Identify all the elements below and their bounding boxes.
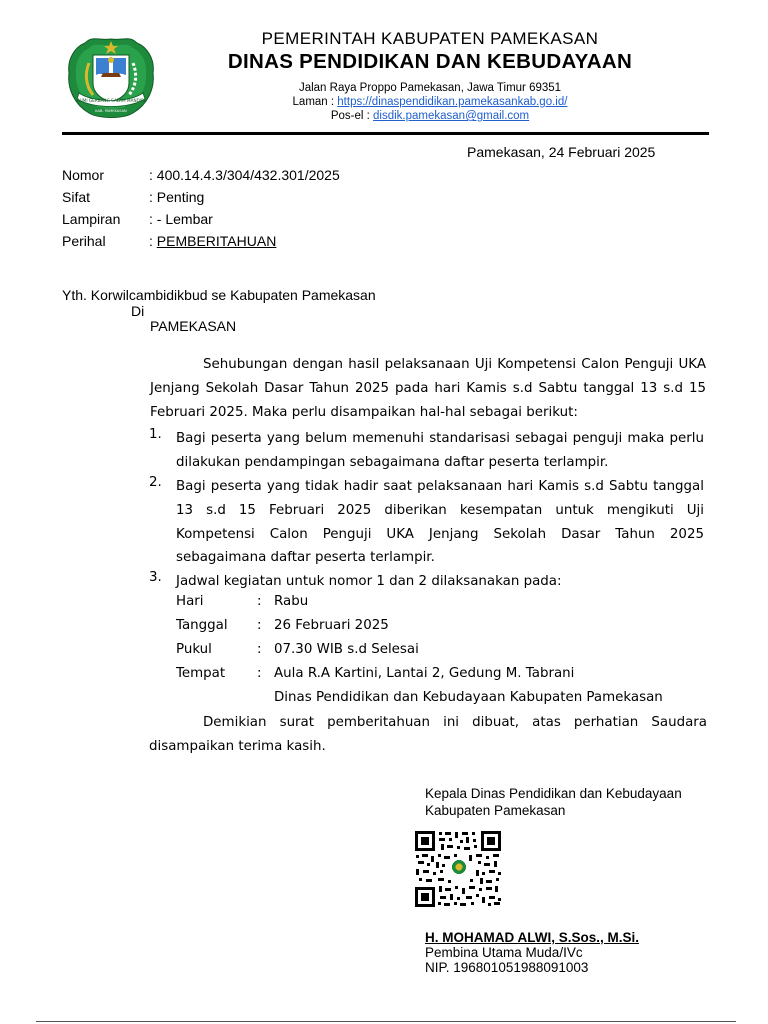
letterhead-address: Jalan Raya Proppo Pamekasan, Jawa Timur 69351: [298, 82, 562, 94]
svg-text:KAB. PAMEKASAN: KAB. PAMEKASAN: [95, 109, 127, 113]
website-link[interactable]: https://dinaspendidikan.pamekasankab.go.id/: [337, 96, 568, 108]
schedule-colon: :: [257, 594, 262, 609]
schedule-label-tempat: Tempat: [176, 666, 226, 681]
list-item: Bagi peserta yang tidak hadir saat pelaksanaan hari Kamis s.d Sabtu tanggal 13 s.d 15 Februari 2025 diberikan kesempatan untuk mengikuti Uji Kompetensi Calon Penguji UKA Jenjang Sekolah Dasar Tahun 2025 sebagaimana daftar peserta terlampir.: [176, 479, 704, 566]
recipient-city: PAMEKASAN: [150, 318, 237, 334]
meta-value-nomor: : 400.14.4.3/304/432.301/2025: [149, 167, 340, 183]
website-label: Laman :: [292, 96, 338, 108]
meta-label-perihal: Perihal: [62, 233, 106, 249]
signature-title-region: Kabupaten Pamekasan: [425, 803, 566, 818]
schedule-value-tanggal: 26 Februari 2025: [274, 618, 389, 633]
list-item: Jadwal kegiatan untuk nomor 1 dan 2 dilaksanakan pada:: [176, 574, 562, 589]
meta-label-sifat: Sifat: [62, 189, 91, 205]
closing-paragraph: Demikian surat pemberitahuan ini dibuat, atas perhatian Saudara disampaikan terima kasih.: [149, 715, 707, 754]
letterhead-agency: DINAS PENDIDIKAN DAN KEBUDAYAAN: [227, 50, 633, 73]
schedule-value-tempat-line2: Dinas Pendidikan dan Kebudayaan Kabupaten Pamekasan: [274, 690, 663, 705]
letterhead-email: [0, 110, 768, 122]
footer-divider: [36, 1021, 736, 1022]
schedule-colon: :: [257, 618, 262, 633]
schedule-value-pukul: 07.30 WIB s.d Selesai: [274, 642, 419, 657]
letterhead-government: PEMERINTAH KABUPATEN PAMEKASAN: [261, 29, 599, 48]
list-number: 1.: [149, 427, 162, 442]
letter-date: Pamekasan, 24 Februari 2025: [467, 144, 656, 160]
meta-label-nomor: Nomor: [62, 167, 105, 183]
recipient-line: Yth. Korwilcambidikbud se Kabupaten Pamekasan: [62, 287, 376, 303]
schedule-value-tempat: Aula R.A Kartini, Lantai 2, Gedung M. Tabrani: [274, 666, 575, 681]
list-number: 2.: [149, 475, 162, 490]
signatory-name: H. MOHAMAD ALWI, S.Sos., M.Si.: [425, 930, 640, 945]
perihal-prefix: :: [149, 233, 157, 249]
email-label: Pos-el :: [330, 110, 374, 122]
schedule-label-hari: Hari: [176, 594, 204, 609]
schedule-label-pukul: Pukul: [176, 642, 212, 657]
email-link[interactable]: disdik.pamekasan@gmail.com: [373, 110, 530, 122]
recipient-di: Di: [131, 303, 145, 319]
letterhead-website: [0, 96, 768, 108]
logo-motto: BUMI GERBANG SALAM MANDIRI: [76, 98, 146, 103]
letterhead-divider: [62, 132, 709, 135]
schedule-value-hari: Rabu: [274, 594, 309, 609]
meta-label-lampiran: Lampiran: [62, 211, 121, 227]
schedule-colon: :: [257, 666, 262, 681]
signature-qr-code: [414, 830, 502, 908]
list-item: Bagi peserta yang belum memenuhi standarisasi sebagai penguji maka perlu dilakukan pendampingan sebagaimana daftar peserta terlampir.: [176, 431, 704, 470]
schedule-label-tanggal: Tanggal: [176, 618, 228, 633]
signatory-rank: Pembina Utama Muda/IVc: [425, 945, 583, 960]
meta-value-perihal: [149, 233, 276, 249]
perihal-subject: PEMBERITAHUAN: [156, 233, 277, 249]
meta-value-lampiran: : - Lembar: [149, 211, 213, 227]
list-number: 3.: [149, 570, 162, 585]
schedule-colon: :: [257, 642, 262, 657]
intro-paragraph: Sehubungan dengan hasil pelaksanaan Uji Kompetensi Calon Penguji UKA Jenjang Sekolah Dasar Tahun 2025 pada hari Kamis s.d Sabtu tanggal 13 s.d 15 Februari 2025. Maka perlu disampaikan hal-hal sebagai berikut:: [150, 357, 706, 420]
signatory-nip: NIP. 196801051988091003: [425, 960, 589, 975]
signature-title: Kepala Dinas Pendidikan dan Kebudayaan: [425, 786, 682, 801]
meta-value-sifat: : Penting: [149, 189, 205, 205]
